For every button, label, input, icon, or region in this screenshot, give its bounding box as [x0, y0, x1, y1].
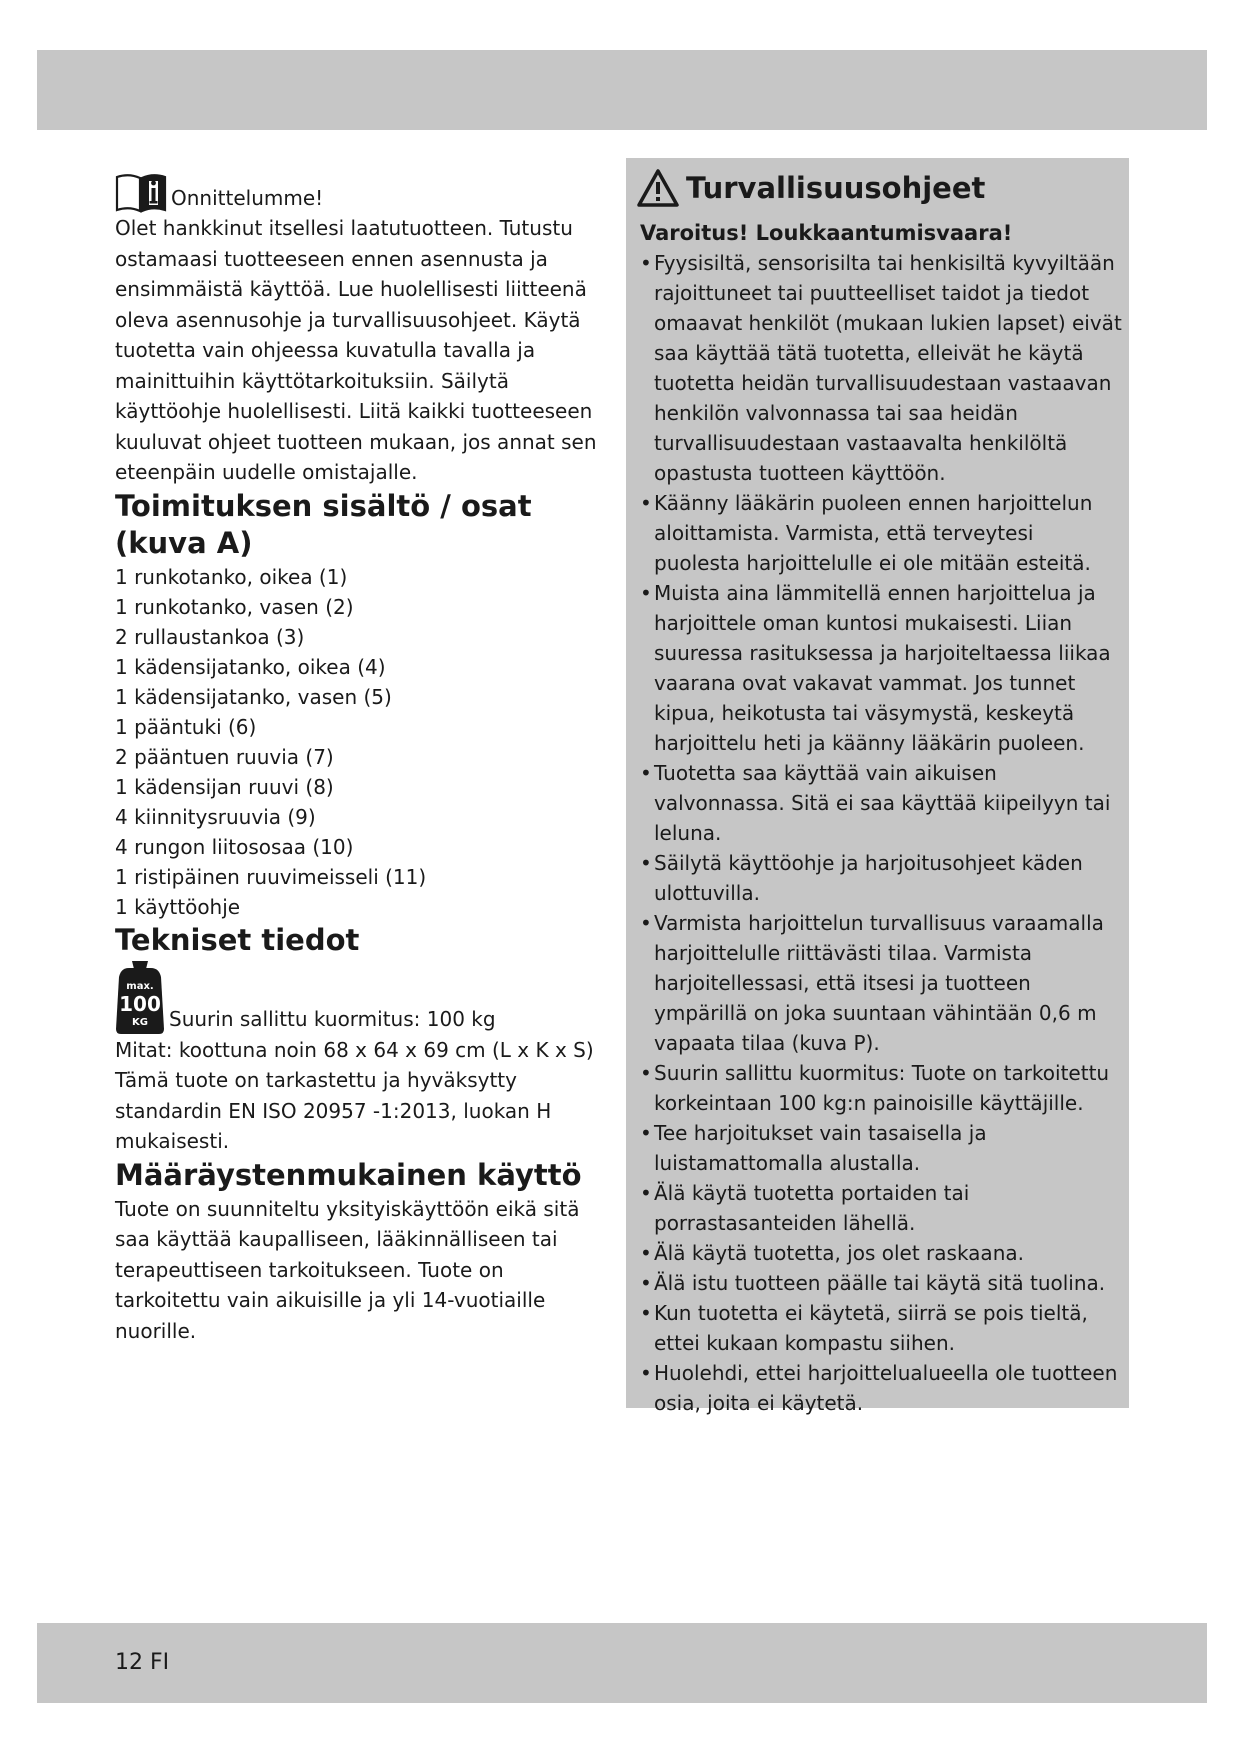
left-column	[115, 165, 615, 1346]
safety-title	[636, 168, 985, 208]
dimensions-text: Mitat: koottuna noin 68 x 64 x 69 cm (L x K x S)	[115, 1037, 594, 1062]
list-item: 1 käyttöohje	[115, 894, 241, 919]
list-item: • Tuotetta saa käyttää vain aikuisen valvonnassa. Sitä ei saa käyttää kiipeilyyn tai leluna.	[640, 758, 1125, 848]
list-item: • Huolehdi, ettei harjoittelualueella ole tuotteen osia, joita ei käytetä.	[640, 1358, 1125, 1418]
list-item: • Säilytä käyttöohje ja harjoitusohjeet käden ulottuvilla.	[640, 848, 1125, 908]
list-item: • Muista aina lämmitellä ennen harjoittelua ja harjoittele oman kuntosi mukaisesti. Liian suuressa rasituksessa ja harjoiteltaessa liikaa vaarana ovat vakavat vammat. Jos tunnet kipua, heikotusta tai väsymystä, keskeytä harjoittelu heti ja käänny lääkärin puoleen.	[640, 578, 1125, 758]
list-item: • Kun tuotetta ei käytetä, siirrä se pois tieltä, ettei kukaan kompastu siihen.	[640, 1298, 1125, 1358]
tech-heading: Tekniset tiedot	[115, 922, 360, 957]
use-heading: Määräystenmukainen käyttö	[115, 1157, 582, 1192]
parts-list	[115, 562, 615, 922]
weight-icon-unit: KG	[132, 1016, 148, 1028]
list-item: 2 pääntuen ruuvia (7)	[115, 744, 334, 769]
safety-list	[640, 248, 1125, 1418]
list-item: • Tee harjoitukset vain tasaisella ja luistamattomalla alustalla.	[640, 1118, 1125, 1178]
safety-box	[626, 158, 1129, 1415]
max-weight-icon	[115, 959, 165, 1035]
list-item: 1 pääntuki (6)	[115, 714, 257, 739]
list-item: 1 ristipäinen ruuvimeisseli (11)	[115, 864, 427, 889]
header-bar	[37, 50, 1207, 130]
list-item: 4 kiinnitysruuvia (9)	[115, 804, 316, 829]
intro-paragraph: Olet hankkinut itsellesi laatutuotteen. Tutustu ostamaasi tuotteeseen ennen asennusta ja ensimmäistä käyttöä. Lue huolellisesti liitteenä oleva asennusohje ja turvallisuusohjeet. Käytä tuotetta vain ohjeessa kuvatulla tavalla ja mainittuihin käyttötarkoituksiin. Säilytä käyttöohje huolellisesti. Liitä kaikki tuotteeseen kuuluvat ohjeet tuotteen mukaan, jos annat sen eteenpäin uudelle omistajalle.	[115, 216, 597, 484]
weight-icon-value: 100	[119, 991, 161, 1016]
standard-text: Tämä tuote on tarkastettu ja hyväksytty standardin EN ISO 20957 -1:2013, luokan H mukaisesti.	[115, 1068, 552, 1153]
weight-icon-top: max.	[126, 980, 154, 992]
list-item: 1 runkotanko, vasen (2)	[115, 594, 354, 619]
max-load-line	[115, 959, 615, 1035]
use-text: Tuote on suunniteltu yksityiskäyttöön eikä sitä saa käyttää kaupalliseen, lääkinnälliseen tai terapeuttiseen tarkoitukseen. Tuote on tarkoitettu vain aikuisille ja yli 14-vuotiaille nuorille.	[115, 1196, 580, 1343]
list-item: 4 rungon liitososaa (10)	[115, 834, 354, 859]
intro-greeting: Onnittelumme!	[171, 186, 324, 210]
list-item: 1 runkotanko, oikea (1)	[115, 564, 348, 589]
list-item: 1 kädensijatanko, oikea (4)	[115, 654, 386, 679]
list-item: • Älä käytä tuotetta, jos olet raskaana.	[640, 1238, 1125, 1268]
list-item: • Käänny lääkärin puoleen ennen harjoittelun aloittamista. Varmista, että terveytesi puolesta harjoittelulle ei ole mitään esteitä.	[640, 488, 1125, 578]
page-number: 12 FI	[115, 1650, 170, 1675]
list-item: 2 rullaustankoa (3)	[115, 624, 305, 649]
footer-bar	[37, 1623, 1207, 1703]
list-item: • Varmista harjoittelun turvallisuus varaamalla harjoittelulle riittävästi tilaa. Varmista harjoitellessasi, että itsesi ja tuotteen ympärillä on joka suuntaan vähintään 0,6 m vapaata tilaa (kuva P).	[640, 908, 1125, 1058]
list-item: • Älä istu tuotteen päälle tai käytä sitä tuolina.	[640, 1268, 1125, 1298]
warning-triangle-icon	[636, 168, 680, 208]
list-item: • Suurin sallittu kuormitus: Tuote on tarkoitettu korkeintaan 100 kg:n painoisille käyttäjille.	[640, 1058, 1125, 1118]
list-item: 1 kädensijatanko, vasen (5)	[115, 684, 392, 709]
list-item: 1 kädensijan ruuvi (8)	[115, 774, 334, 799]
safety-heading: Turvallisuusohjeet	[686, 171, 986, 205]
info-book-icon	[115, 171, 167, 213]
parts-heading: Toimituksen sisältö / osat (kuva A)	[115, 488, 532, 560]
intro-greeting-line	[115, 165, 615, 213]
list-item: • Älä käytä tuotetta portaiden tai porrastasanteiden lähellä.	[640, 1178, 1125, 1238]
warning-heading: Varoitus! Loukkaantumisvaara!	[640, 221, 1013, 245]
list-item: • Fyysisiltä, sensorisilta tai henkisiltä kyvyiltään rajoittuneet tai puutteelliset taidot ja tiedot omaavat henkilöt (mukaan lukien lapset) eivät saa käyttää tätä tuotetta, elleivät he käytä tuotetta heidän turvallisuudestaan vastaavan henkilön valvonnassa tai saa heidän turvallisuudestaan vastaavalta henkilöltä opastusta tuotteen käyttöön.	[640, 248, 1125, 488]
max-load-text: Suurin sallittu kuormitus: 100 kg	[169, 1007, 496, 1031]
